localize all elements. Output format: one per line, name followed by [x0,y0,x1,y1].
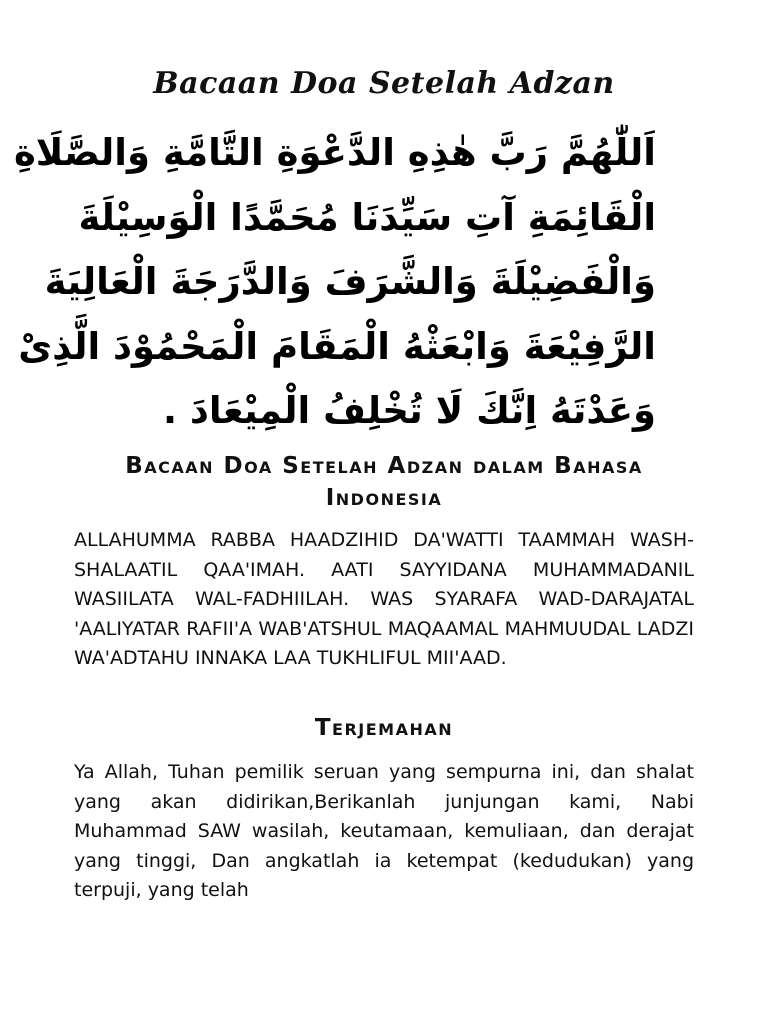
arabic-prayer-text [13,124,656,440]
arabic-line-4: الرَّفِيْعَةَ وَابْعَثْهُ الْمَقَامَ الْمَحْمُوْدَ الَّذِىْ [18,324,656,368]
arabic-line-2: الْقَائِمَةِ آتِ سَيِّدَنَا مُحَمَّدًا الْوَسِيْلَةَ [78,195,656,239]
arabic-line-3: وَالْفَضِيْلَةَ وَالشَّرَفَ وَالدَّرَجَةَ الْعَالِيَةَ [44,260,656,303]
section-heading-translation: Terjemahan [314,715,454,741]
section-heading-indonesian: Bacaan Doa Setelah Adzan dalam Bahasa Indonesia [125,453,643,511]
translation-paragraph: Ya Allah, Tuhan pemilik seruan yang sempurna ini, dan shalat yang akan didirikan,Berikanlah junjungan kami, Nabi Muhammad SAW wasilah, keutamaan, kemuliaan, dan derajat yang tinggi, Dan angkatlah ia ketempat (kedudukan) yang terpuji, yang telah [74,761,694,901]
page-title: Bacaan Doa Setelah Adzan [153,66,615,101]
arabic-line-5: وَعَدْتَهُ اِنَّكَ لَا تُخْلِفُ الْمِيْعَادَ . [163,389,656,432]
latin-transliteration: ALLAHUMMA RABBA HAADZIHID DA'WATTI TAAMMAH WASH-SHALAATIL QAA'IMAH. AATI SAYYIDANA MUHAMMADANIL WASIILATA WAL-FADHIILAH. WAS SYARAFA WAD-DARAJATAL 'AALIYATAR RAFII'A WAB'ATSHUL MAQAAMAL MAHMUUDAL LADZI WA'ADTAHU INNAKA LAA TUKHLIFUL MII'AAD. [74,529,694,669]
arabic-line-1: اَللّٰهُمَّ رَبَّ هٰذِهِ الدَّعْوَةِ التَّامَّةِ وَالصَّلَاةِ [13,131,656,174]
